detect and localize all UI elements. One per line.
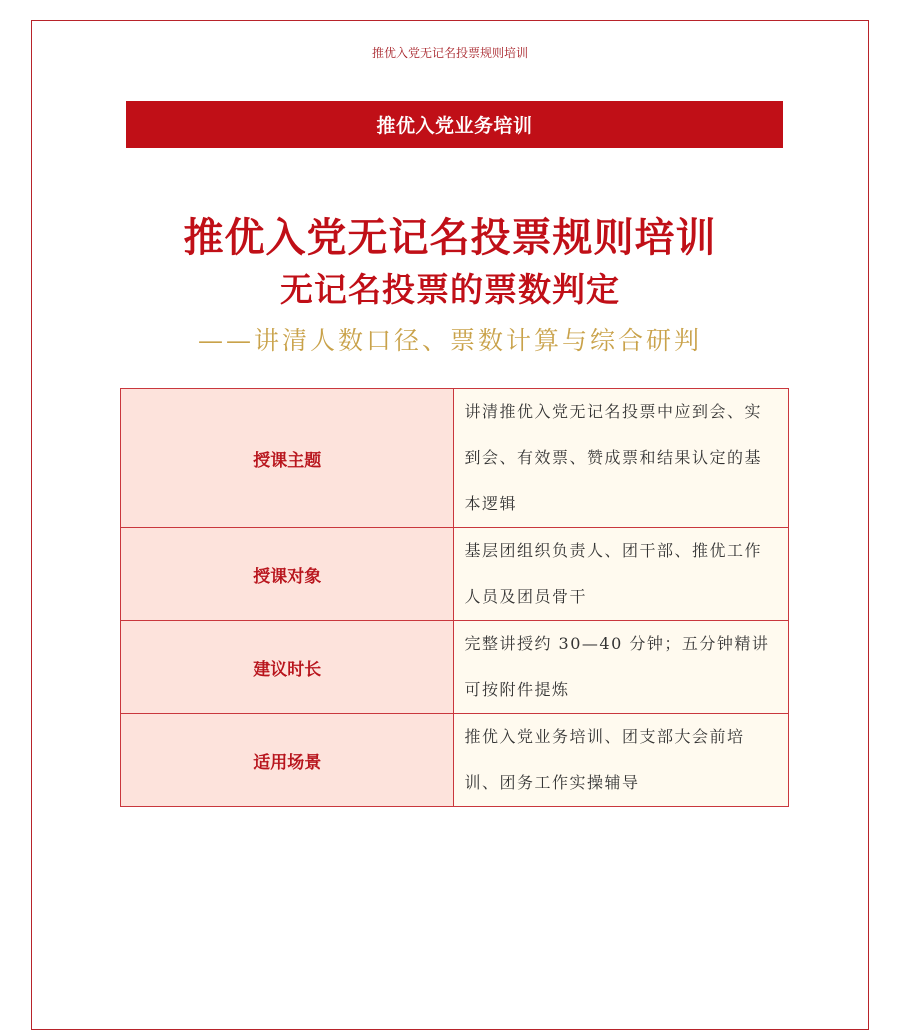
table-row — [121, 389, 789, 528]
row-label-duration: 建议时长 — [121, 621, 454, 714]
row-value-audience: 基层团组织负责人、团干部、推优工作人员及团员骨干 — [454, 528, 789, 621]
row-label-audience: 授课对象 — [121, 528, 454, 621]
section-banner — [126, 101, 783, 148]
page-tagline: ——讲清人数口径、票数计算与综合研判 — [197, 326, 702, 355]
row-value-scenario: 推优入党业务培训、团支部大会前培训、团务工作实操辅导 — [454, 714, 789, 807]
banner-label: 推优入党业务培训 — [376, 115, 533, 137]
row-label-scenario: 适用场景 — [121, 714, 454, 807]
table-row — [121, 714, 789, 807]
page-subtitle: 无记名投票的票数判定 — [280, 270, 620, 309]
table-row — [121, 621, 789, 714]
table-row — [121, 528, 789, 621]
row-value-duration: 完整讲授约 30—40 分钟；五分钟精讲可按附件提炼 — [454, 621, 789, 714]
page-title: 推优入党无记名投票规则培训 — [183, 215, 717, 261]
course-info-table — [120, 388, 789, 807]
row-value-topic: 讲清推优入党无记名投票中应到会、实到会、有效票、赞成票和结果认定的基本逻辑 — [454, 389, 789, 528]
running-header: 推优入党无记名投票规则培训 — [371, 46, 528, 60]
row-label-topic: 授课主题 — [121, 389, 454, 528]
